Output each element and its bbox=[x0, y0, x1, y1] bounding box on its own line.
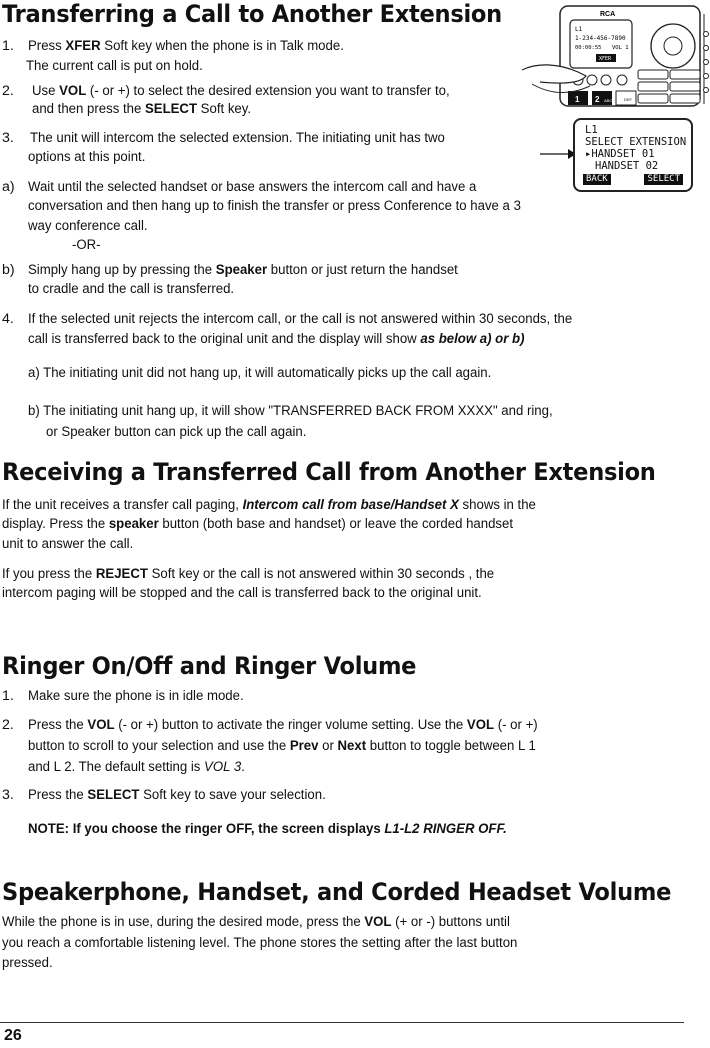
key-1: 1 bbox=[575, 95, 580, 104]
ringer-note: NOTE: If you choose the ringer OFF, the screen displays L1-L2 RINGER OFF. bbox=[28, 821, 507, 837]
lcd-line-2: SELECT EXTENSION bbox=[585, 136, 687, 148]
volume-para-line-1: While the phone is in use, during the desired mode, press the VOL (+ or -) buttons until bbox=[2, 914, 510, 930]
sub-option-a: a) The initiating unit did not hang up, it will automatically picks up the call again. bbox=[28, 365, 492, 381]
phone-timer: 00:00:55 bbox=[575, 45, 602, 51]
step-number: 4. bbox=[2, 311, 14, 327]
selection-arrow-icon: ▸ bbox=[585, 148, 592, 160]
option-b-line-2: to cradle and the call is transferred. bbox=[28, 281, 235, 297]
lcd-line-3: ▸HANDSET 01 bbox=[585, 148, 655, 160]
brand-logo: RCA bbox=[600, 11, 616, 18]
transfer-step-1: Press XFER Soft key when the phone is in Talk mode. bbox=[28, 38, 344, 54]
ringer-step-2-line-1: Press the VOL (- or +) button to activate the ringer volume setting. Use the VOL (- or +) bbox=[28, 717, 538, 733]
section-title-volume: Speakerphone, Handset, and Corded Headset Volume bbox=[2, 878, 672, 906]
step-number: 1. bbox=[2, 688, 14, 704]
arrow-icon bbox=[540, 148, 576, 160]
back-softkey: BACK bbox=[583, 174, 611, 185]
xfer-softkey: XFER bbox=[599, 56, 612, 62]
transfer-step-2: Use VOL (- or +) to select the desired extension you want to transfer to, bbox=[32, 83, 450, 99]
transfer-step-3-cont: options at this point. bbox=[28, 149, 146, 165]
section-title-ringer: Ringer On/Off and Ringer Volume bbox=[2, 652, 417, 680]
transfer-step-1-detail: The current call is put on hold. bbox=[26, 58, 203, 74]
key-2-letters: ABC bbox=[604, 98, 613, 103]
receiving-para-1-line-2: display. Press the speaker button (both base and handset) or leave the corded handset bbox=[2, 516, 514, 532]
option-b-line-1: Simply hang up by pressing the Speaker button or just return the handset bbox=[28, 262, 458, 278]
sub-option-b-line-2: or Speaker button can pick up the call again. bbox=[46, 424, 307, 440]
ringer-step-2-line-2: button to scroll to your selection and use the Prev or Next button to toggle between L 1 bbox=[28, 738, 536, 754]
ringer-step-1: Make sure the phone is in idle mode. bbox=[28, 688, 244, 704]
sub-option-b-line-1: b) The initiating unit hang up, it will show "TRANSFERRED BACK FROM XXXX" and ring, bbox=[28, 403, 553, 419]
receiving-para-2-line-1: If you press the REJECT Soft key or the call is not answered within 30 seconds , the bbox=[2, 566, 495, 582]
ringer-step-3: Press the SELECT Soft key to save your selection. bbox=[28, 787, 326, 803]
phone-number: 1-234-456-7890 bbox=[575, 35, 626, 42]
option-a-line-1: Wait until the selected handset or base answers the intercom call and have a bbox=[28, 179, 477, 195]
phone-volume: VOL 1 bbox=[612, 45, 629, 51]
step-number: 2. bbox=[2, 83, 14, 99]
step-number: 1. bbox=[2, 38, 14, 54]
option-a-line-3: way conference call. bbox=[28, 218, 148, 234]
ringer-step-2-line-3: and L 2. The default setting is VOL 3. bbox=[28, 759, 245, 775]
lcd-line-4: HANDSET 02 bbox=[595, 160, 659, 172]
lcd-screen bbox=[573, 118, 693, 192]
step-number: 2. bbox=[2, 717, 14, 733]
option-a-line-2: conversation and then hang up to finish the transfer or press Conference to have a 3 bbox=[28, 198, 521, 214]
transfer-step-2-cont: and then press the SELECT Soft key. bbox=[32, 101, 252, 117]
lcd-line-1: L1 bbox=[585, 124, 598, 136]
transfer-step-3: The unit will intercom the selected extension. The initiating unit has two bbox=[30, 130, 445, 146]
key-2: 2 bbox=[595, 95, 600, 104]
step-number: 3. bbox=[2, 787, 14, 803]
footer-divider bbox=[0, 1022, 684, 1023]
volume-para-line-3: pressed. bbox=[2, 955, 53, 971]
transfer-step-4-cont: call is transferred back to the original unit and the display will show as below a) or b) bbox=[28, 331, 525, 347]
step-number: 3. bbox=[2, 130, 14, 146]
option-letter: a) bbox=[2, 179, 15, 195]
receiving-para-1-line-1: If the unit receives a transfer call paging, Intercom call from base/Handset X shows in the bbox=[2, 497, 536, 513]
page-number: 26 bbox=[4, 1027, 22, 1044]
key-3-letters: DEF bbox=[624, 97, 632, 102]
or-separator: -OR- bbox=[72, 237, 101, 253]
phone-line: L1 bbox=[575, 26, 583, 33]
receiving-para-2-line-2: intercom paging will be stopped and the call is transferred back to the original unit. bbox=[2, 585, 482, 601]
select-softkey: SELECT bbox=[644, 174, 683, 185]
option-letter: b) bbox=[2, 262, 15, 278]
phone-illustration bbox=[520, 4, 710, 112]
receiving-para-1-line-3: unit to answer the call. bbox=[2, 536, 134, 552]
section-title-receiving: Receiving a Transferred Call from Another Extension bbox=[2, 458, 656, 486]
transfer-step-4: If the selected unit rejects the intercom call, or the call is not answered within 30 seconds, the bbox=[28, 311, 573, 327]
volume-para-line-2: you reach a comfortable listening level. The phone stores the setting after the last button bbox=[2, 935, 518, 951]
section-title-transfer: Transferring a Call to Another Extension bbox=[2, 0, 502, 28]
